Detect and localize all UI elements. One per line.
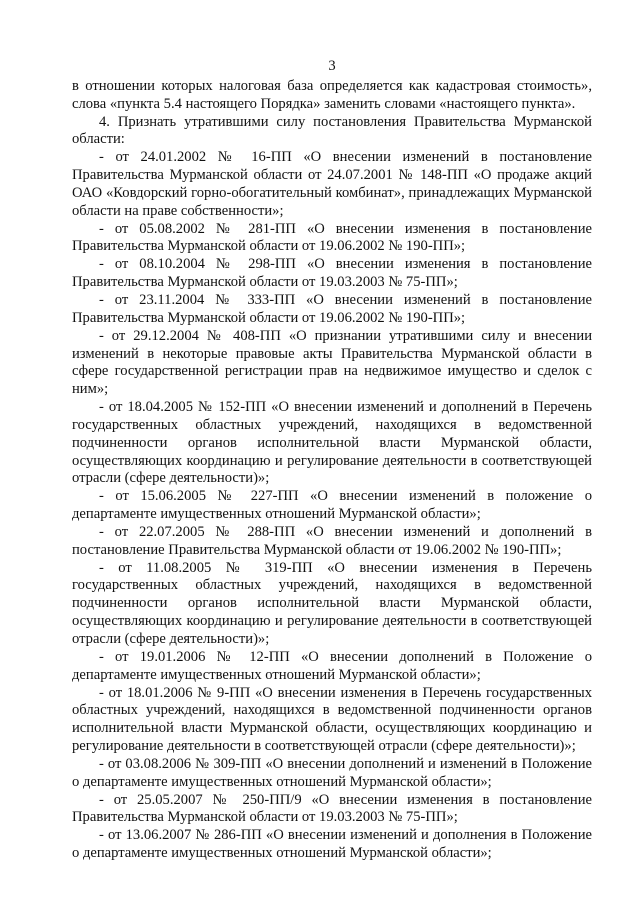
paragraph: - от 08.10.2004 № 298-ПП «О внесении изменения в постановление Правительства Мурманской области от 19.03.2003 № 75-ПП»; [72, 256, 592, 291]
paragraph: - от 05.08.2002 № 281-ПП «О внесении изменения в постановление Правительства Мурманской области от 19.06.2002 № 190-ПП»; [72, 220, 592, 255]
paragraph: - от 25.05.2007 № 250-ПП/9 «О внесении изменения в постановление Правительства Мурманской области от 19.03.2003 № 75-ПП»; [72, 791, 592, 826]
paragraph: - от 18.01.2006 № 9-ПП «О внесении изменения в Перечень государственных областных учреждений, находящихся в ведомственной подчиненности органов исполнительной власти Мурманской области, осуществляющих координацию и регулирование деятельности в соответствующей отрасли (сфере деятельности)»; [72, 684, 592, 755]
document-page [72, 58, 592, 863]
page-number: 3 [328, 58, 336, 74]
paragraph: - от 11.08.2005 № 319-ПП «О внесении изменения в Перечень государственных областных учреждений, находящихся в ведомственной подчиненности органов исполнительной власти Мурманской области, осуществляющих координацию и регулирование деятельности в соответствующей отрасли (сфере деятельности)»; [72, 559, 592, 647]
paragraph: - от 22.07.2005 № 288-ПП «О внесении изменений и дополнений в постановление Правительства Мурманской области от 19.06.2002 № 190-ПП»; [72, 523, 592, 558]
paragraph: 4. Признать утратившими силу постановления Правительства Мурманской области: [72, 113, 592, 148]
paragraph: - от 23.11.2004 № 333-ПП «О внесении изменений в постановление Правительства Мурманской области от 19.06.2002 № 190-ПП»; [72, 291, 592, 326]
paragraph: - от 24.01.2002 № 16-ПП «О внесении изменений в постановление Правительства Мурманской области от 24.07.2001 № 148-ПП «О продаже акций ОАО «Ковдорский горно-обогатительный комбинат», принадлежащих Мурманской области на праве собственности»; [72, 149, 592, 219]
paragraph: - от 19.01.2006 № 12-ПП «О внесении дополнений в Положение о департаменте имущественных отношений Мурманской области»; [72, 648, 592, 683]
paragraph: - от 03.08.2006 № 309-ПП «О внесении дополнений и изменений в Положение о департаменте имущественных отношений Мурманской области»; [72, 755, 592, 790]
paragraph: в отношении которых налоговая база определяется как кадастровая стоимость», слова «пункта 5.4 настоящего Порядка» заменить словами «настоящего пункта». [72, 77, 592, 112]
paragraph: - от 13.06.2007 № 286-ПП «О внесении изменений и дополнения в Положение о департаменте имущественных отношений Мурманской области»; [72, 827, 592, 862]
paragraph: - от 15.06.2005 № 227-ПП «О внесении изменений в положение о департаменте имущественных отношений Мурманской области»; [72, 488, 592, 523]
paragraph: - от 29.12.2004 № 408-ПП «О признании утратившими силу и внесении изменений в некоторые правовые акты Правительства Мурманской области в сфере государственной регистрации прав на недвижимое имущество и сделок с ним»; [72, 327, 592, 398]
paragraph: - от 18.04.2005 № 152-ПП «О внесении изменений и дополнений в Перечень государственных областных учреждений, находящихся в ведомственной подчиненности органов исполнительной власти Мурманской области, осуществляющих координацию и регулирование деятельности в соответствующей отрасли (сфере деятельности)»; [72, 399, 592, 487]
document-body [72, 78, 592, 863]
